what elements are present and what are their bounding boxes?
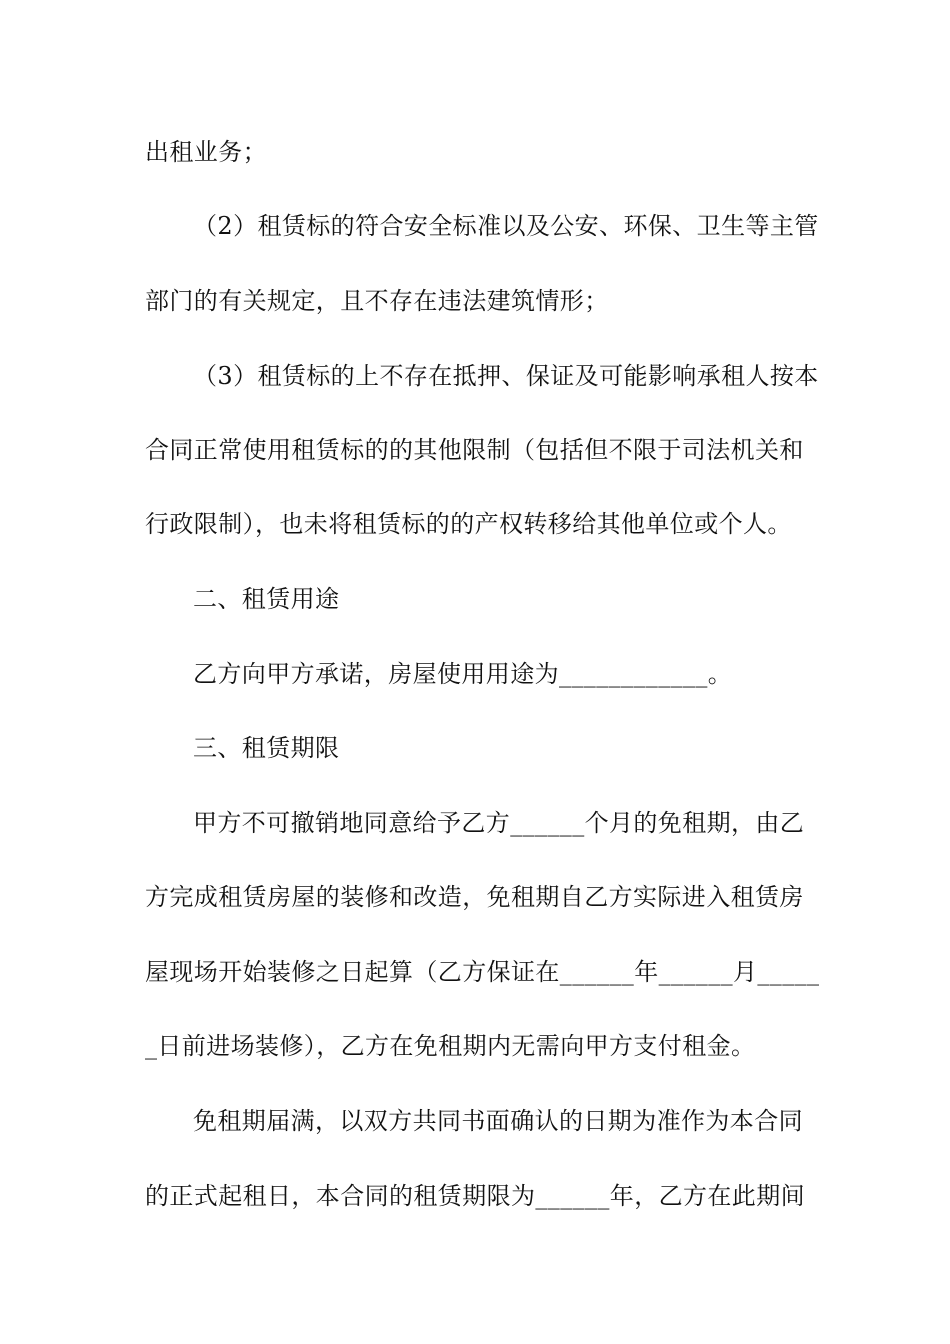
paragraph-line-8: 乙方向甲方承诺，房屋使用用途为____________。 bbox=[193, 660, 733, 688]
paragraph-line-15: 的正式起租日，本合同的租赁期限为______年，乙方在此期间 bbox=[145, 1182, 805, 1210]
paragraph-line-13: _日前进场装修），乙方在免租期内无需向甲方支付租金。 bbox=[145, 1032, 756, 1060]
paragraph-line-11: 方完成租赁房屋的装修和改造，免租期自乙方实际进入租赁房 bbox=[145, 883, 804, 911]
section-heading-term: 三、租赁期限 bbox=[193, 734, 340, 762]
paragraph-line-1: 出租业务； bbox=[145, 138, 267, 166]
paragraph-line-14: 免租期届满，以双方共同书面确认的日期为准作为本合同 bbox=[193, 1107, 803, 1135]
paragraph-line-3: 部门的有关规定，且不存在违法建筑情形； bbox=[145, 287, 609, 315]
paragraph-line-2: （2）租赁标的符合安全标准以及公安、环保、卫生等主管 bbox=[193, 212, 819, 240]
paragraph-line-5: 合同正常使用租赁标的的其他限制（包括但不限于司法机关和 bbox=[145, 436, 804, 464]
section-heading-usage: 二、租赁用途 bbox=[193, 585, 340, 613]
paragraph-line-4: （3）租赁标的上不存在抵押、保证及可能影响承租人按本 bbox=[193, 362, 819, 390]
paragraph-line-10: 甲方不可撤销地同意给予乙方______个月的免租期，由乙 bbox=[193, 809, 805, 837]
paragraph-line-12: 屋现场开始装修之日起算（乙方保证在______年______月_____ bbox=[145, 958, 820, 986]
paragraph-line-6: 行政限制），也未将租赁标的的产权转移给其他单位或个人。 bbox=[145, 510, 792, 538]
